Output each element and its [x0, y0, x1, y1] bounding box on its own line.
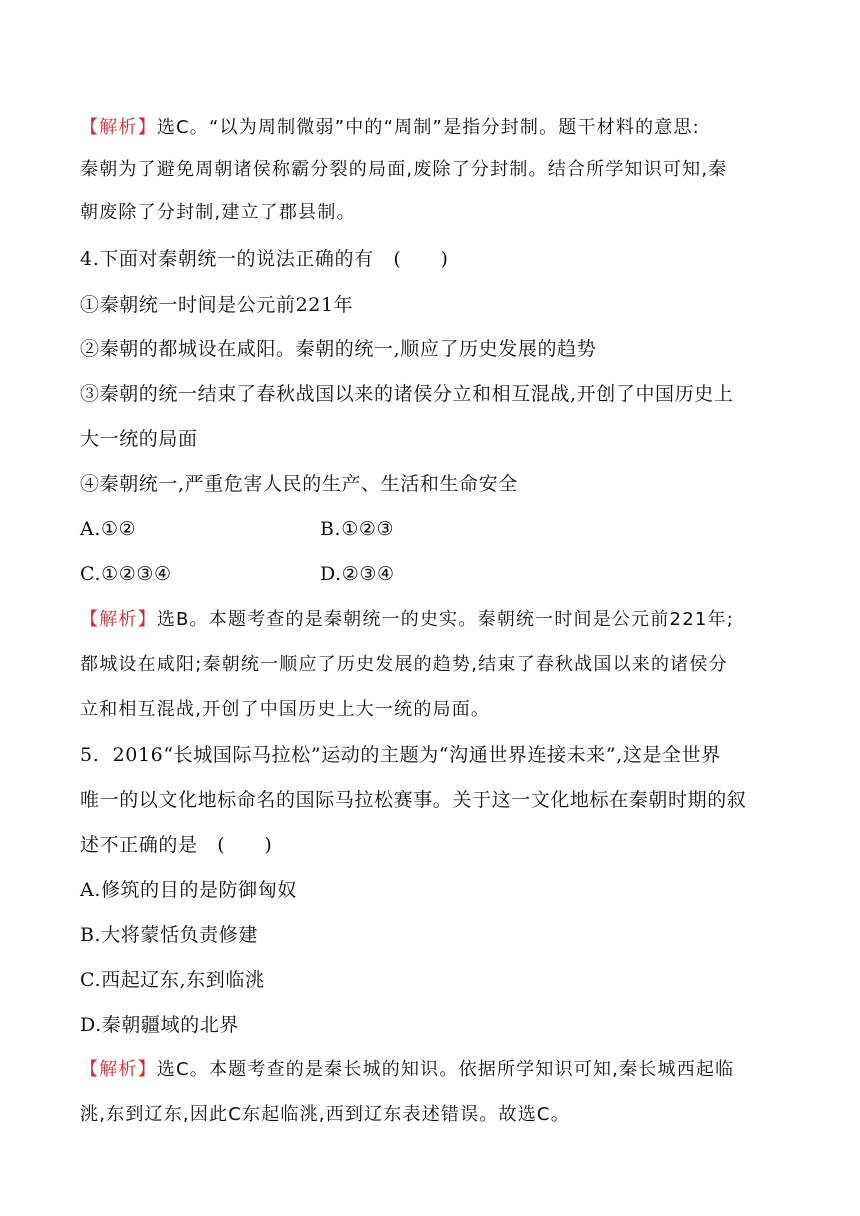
analysis-tag: 【解析】 — [80, 117, 157, 138]
q5-option-a: A.修筑的目的是防御匈奴 — [80, 879, 297, 901]
q5-option-b: B.大将蒙恬负责修建 — [80, 924, 259, 946]
q5-stem-line-1: 5. 2016“长城国际马拉松”运动的主题为“沟通世界连接未来”,这是全世界 — [80, 744, 721, 766]
q3-analysis-line-3: 朝废除了分封制,建立了郡县制。 — [80, 202, 356, 223]
q3-analysis-line-2: 秦朝为了避免周朝诸侯称霸分裂的局面,废除了分封制。结合所学知识可知,秦 — [80, 159, 728, 180]
q5-analysis-line-2: 洮,东到辽东,因此C东起临洮,西到辽东表述错误。故选C。 — [80, 1104, 570, 1125]
q4-option-a: A.①② — [80, 518, 137, 540]
q5-option-c: C.西起辽东,东到临洮 — [80, 969, 265, 991]
q4-options-row-1 — [80, 516, 780, 542]
q4-options-row-2 — [80, 561, 780, 587]
q4-analysis-line-1: 【解析】选B。本题考查的是秦朝统一的史实。秦朝统一时间是公元前221年; — [80, 609, 734, 630]
q4-statement-3: ③秦朝的统一结束了春秋战国以来的诸侯分立和相互混战,开创了中国历史上 — [80, 383, 734, 405]
q4-statement-4: ④秦朝统一,严重危害人民的生产、生活和生命安全 — [80, 473, 518, 495]
q4-statement-1: ①秦朝统一时间是公元前221年 — [80, 294, 354, 316]
q4-statement-2: ②秦朝的都城设在咸阳。秦朝的统一,顺应了历史发展的趋势 — [80, 338, 597, 360]
analysis-tag: 【解析】 — [80, 609, 157, 630]
q4-option-d: D.②③④ — [320, 563, 395, 585]
q5-option-d: D.秦朝疆域的北界 — [80, 1014, 239, 1036]
q4-statement-3-cont: 大一统的局面 — [80, 428, 198, 450]
q4-stem: 4.下面对秦朝统一的说法正确的有 ( ) — [80, 248, 449, 270]
q5-analysis-line-1: 【解析】选C。本题考查的是秦长城的知识。依据所学知识可知,秦长城西起临 — [80, 1059, 735, 1080]
q4-option-b: B.①②③ — [320, 518, 395, 540]
q5-stem-line-3: 述不正确的是 ( ) — [80, 834, 273, 856]
q5-stem-line-2: 唯一的以文化地标命名的国际马拉松赛事。关于这一文化地标在秦朝时期的叙 — [80, 789, 747, 811]
q4-analysis-line-3: 立和相互混战,开创了中国历史上大一统的局面。 — [80, 699, 491, 720]
q4-analysis-line-2: 都城设在咸阳;秦朝统一顺应了历史发展的趋势,结束了春秋战国以来的诸侯分 — [80, 654, 728, 675]
q3-analysis-line-1: 【解析】选C。“以为周制微弱”中的“周制”是指分封制。题干材料的意思: — [80, 117, 700, 138]
analysis-tag: 【解析】 — [80, 1059, 157, 1080]
q4-option-c: C.①②③④ — [80, 563, 172, 585]
